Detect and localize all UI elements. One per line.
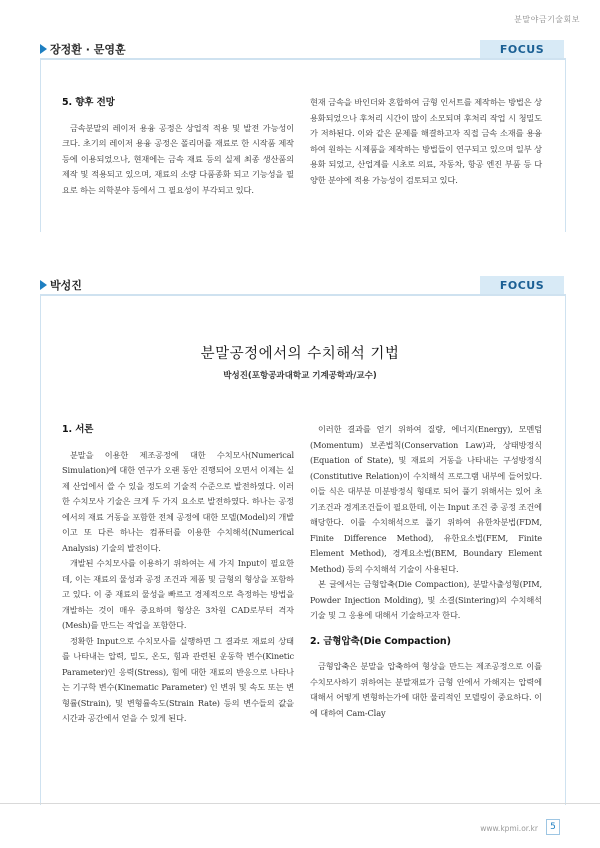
section1-authors: 장정환 · 문영훈 [50, 43, 126, 56]
section2-authors: 박성진 [50, 279, 82, 292]
intro-paragraph-3: 정확한 Input으로 수치모사를 실행하면 그 결과로 재료의 상태를 나타내는 압력, 밀도, 온도, 힘과 관련된 운동학 변수(Kinetic Parameter)인 응력(Stress), 힘에 대한 재료의 반응으로 나타나는 기구학 변수(Kinematic Parameter) 인 변위 및 속도 또는 변형률(Strain), 및 변형률속도(Strain Rate) 등의 변수들의 값을 시간과 공간에서 얻을 수 있게 된다. [62, 635, 294, 723]
page-number: 5 [546, 819, 560, 835]
section1-right-column [310, 95, 542, 188]
section1-left-paragraph: 금속분말의 레이저 용융 공정은 상업적 적용 및 발전 가능성이 크다. 초기의 레이저 용융 공정은 폴리머를 재료로 한 시작품 제작 등에 이용되었으나, 현재에는 금속 재료 등의 실제 최종 생산품의 제작 및 적용되고 있으며, 재료의 소량 다품종화 되고 기능성을 필요로 하는 의학분야 등에서 그 필요성이 부각되고 있다. [62, 122, 294, 195]
intro-heading: 1. 서론 [62, 424, 94, 435]
article-title: 분말공정에서의 수치해석 기법 [200, 346, 400, 362]
right-paragraph-1: 이러한 결과를 얻기 위하여 질량, 에너지(Energy), 모멘텀(Momentum) 보존법칙(Conservation Law)과, 상태방정식(Equation of State), 및 재료의 거동을 나타내는 구성방정식(Constitutive Relation)이 수치해석 프로그램 내부에 들어있다. 이들 식은 대부분 미분방정식 형태로 되어 풀기 위해서는 있어 초기조건과 경계조건들이 필요한데, 이는 Input 조건 중 공정 조건에 해당한다. 이를 수치해석으로 풀기 위하여 유한차분법(FDM, Finite Difference Method), 유한요소법(FEM, Finite Element Method), 경계요소법(BEM, Boundary Element Method) 등의 수치해석 기술이 사용된다. [310, 424, 542, 574]
section2-author-label [40, 277, 82, 293]
footer-divider [0, 803, 600, 804]
section1-heading: 5. 향후 전망 [62, 97, 115, 108]
die-compaction-heading: 2. 금형압축(Die Compaction) [310, 635, 451, 647]
section1-right-paragraph: 현재 금속을 바인더와 혼합하여 금형 인서트를 제작하는 방법은 상용화되었으나 후처리 시간이 많이 소모되며 후처리 작업 시 청밀도가 저하된다. 이와 같은 문제를 해결하고자 직접 금속 소재를 용융하여 원하는 시제품을 제작하는 방법들이 연구되고 있으며 일부 상용화 되었고, 산업계를 시초로 의료, 자동차, 항공 엔진 부품 등 다양한 분야에 적용 가능성이 검토되고 있다. [310, 97, 542, 185]
section1-header [40, 40, 564, 58]
focus-badge: FOCUS [480, 276, 564, 294]
footer-url: www.kpmi.or.kr [480, 824, 538, 833]
article-byline: 박성진(포항공과대학교 기계공학과/교수) [223, 371, 377, 381]
section1-left-column [62, 95, 294, 198]
section2-header [40, 276, 564, 294]
triangle-marker-icon [40, 280, 47, 290]
intro-paragraph-2: 개발된 수치모사를 이용하기 위하여는 세 가지 Input이 필요한데, 이는 재료의 물성과 공정 조건과 제품 및 금형의 형상을 포함하고 있다. 이 중 재료의 물성을 빠르고 경제적으로 측정하는 방법을 개발하는 것이 매우 중요하며 형상은 3차원 CAD로부터 격자(Mesh)를 만드는 작업을 포함한다. [62, 558, 294, 630]
focus-badge: FOCUS [480, 40, 564, 58]
section2-left-column [62, 422, 294, 727]
right-paragraph-2: 본 글에서는 금형압축(Die Compaction), 분말사출성형(PIM, Powder Injection Molding), 및 소결(Sintering)의 수치해석 기술 및 그 응용에 대해서 기술하고자 한다. [310, 579, 542, 620]
triangle-marker-icon [40, 44, 47, 54]
journal-title: 분말야금기술회보 [514, 15, 580, 24]
intro-paragraph-1: 분말을 이용한 제조공정에 대한 수치모사(Numerical Simulation)에 대한 연구가 오랜 동안 진행되어 오면서 이제는 실제 산업에서 쓸 수 있을 정도의 기술적 수준으로 발전하였다. 이러한 수치모사 기술은 크게 두 가지 요소로 발전하였다. 하나는 공정에서의 재료 거동을 포함한 전체 공정에 대한 모델(Model)의 개발이고 또 다른 하나는 컴퓨터를 이용한 수치해석(Numerical Analysis) 기술의 발전이다. [62, 449, 294, 553]
right-paragraph-3: 금형압축은 분말을 압축하여 형상을 만드는 제조공정으로 이를 수치모사하기 위하여는 분말재료가 금형 안에서 가해지는 압력에 대해서 어떻게 변형하는가에 대한 물리적인 모델링이 중요하다. 이에 대하여 Cam-Clay [310, 661, 542, 718]
section2-right-column [310, 422, 542, 721]
section1-author-label [40, 41, 126, 57]
